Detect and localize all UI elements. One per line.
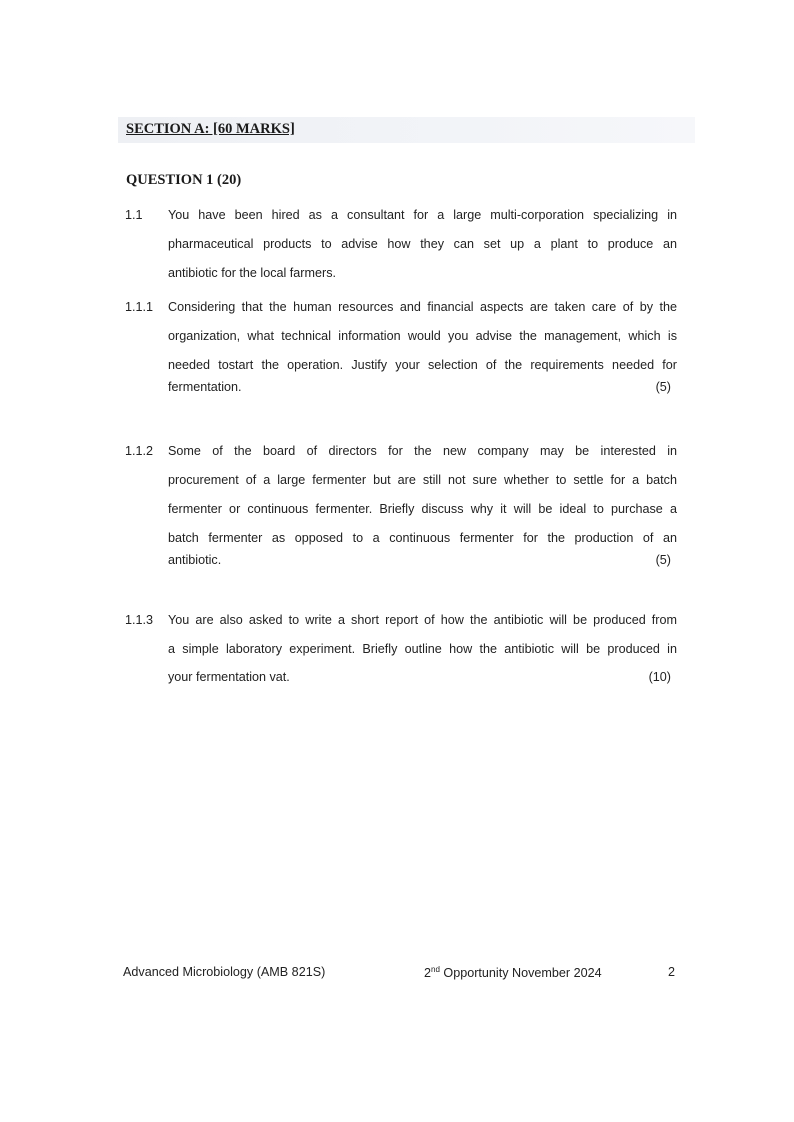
- item-line: antibiotic for the local farmers.: [168, 266, 336, 280]
- item-number: 1.1.3: [125, 613, 154, 627]
- item-line: procurement of a large fermenter but are still not sure whether to settle for a batch: [168, 473, 677, 487]
- opportunity-suffix: nd: [431, 965, 440, 974]
- item-number: 1.1: [125, 208, 143, 222]
- item-number: 1.1.2: [125, 444, 154, 458]
- question-title: QUESTION 1 (20): [126, 172, 242, 188]
- opportunity-text: Opportunity November 2024: [439, 966, 602, 981]
- item-line: fermenter or continuous fermenter. Briefly discuss why it will be ideal to purchase a: [168, 502, 677, 516]
- item-line: Some of the board of directors for the new company may be interested in: [168, 444, 677, 458]
- item-marks: (5): [655, 553, 671, 567]
- item-line: needed tostart the operation. Justify your selection of the requirements needed for: [168, 358, 677, 372]
- item-line: fermentation.: [168, 380, 242, 394]
- item-line: antibiotic.: [168, 553, 222, 567]
- page-number: 2: [668, 965, 676, 979]
- item-line: You are also asked to write a short report of how the antibiotic will be produced from: [168, 613, 677, 627]
- item-line: Considering that the human resources and financial aspects are taken care of by the: [168, 300, 677, 314]
- item-line: batch fermenter as opposed to a continuous fermenter for the production of an: [168, 531, 677, 545]
- item-line: pharmaceutical products to advise how they can set up a plant to produce an: [168, 237, 677, 251]
- section-header: SECTION A: [60 MARKS]: [126, 121, 295, 137]
- item-marks: (10): [648, 670, 671, 684]
- section-header-band: [118, 117, 695, 143]
- footer-course: Advanced Microbiology (AMB 821S): [123, 965, 326, 979]
- item-number: 1.1.1: [125, 300, 154, 314]
- item-line: You have been hired as a consultant for a large multi-corporation specializing in: [168, 208, 677, 222]
- item-line: your fermentation vat.: [168, 670, 290, 684]
- item-line: a simple laboratory experiment. Briefly outline how the antibiotic will be produced in: [168, 642, 677, 656]
- item-marks: (5): [655, 380, 671, 394]
- opportunity-number: 2: [424, 966, 432, 981]
- item-line: organization, what technical information would you advise the management, which is: [168, 329, 677, 343]
- footer-opportunity: [424, 965, 602, 980]
